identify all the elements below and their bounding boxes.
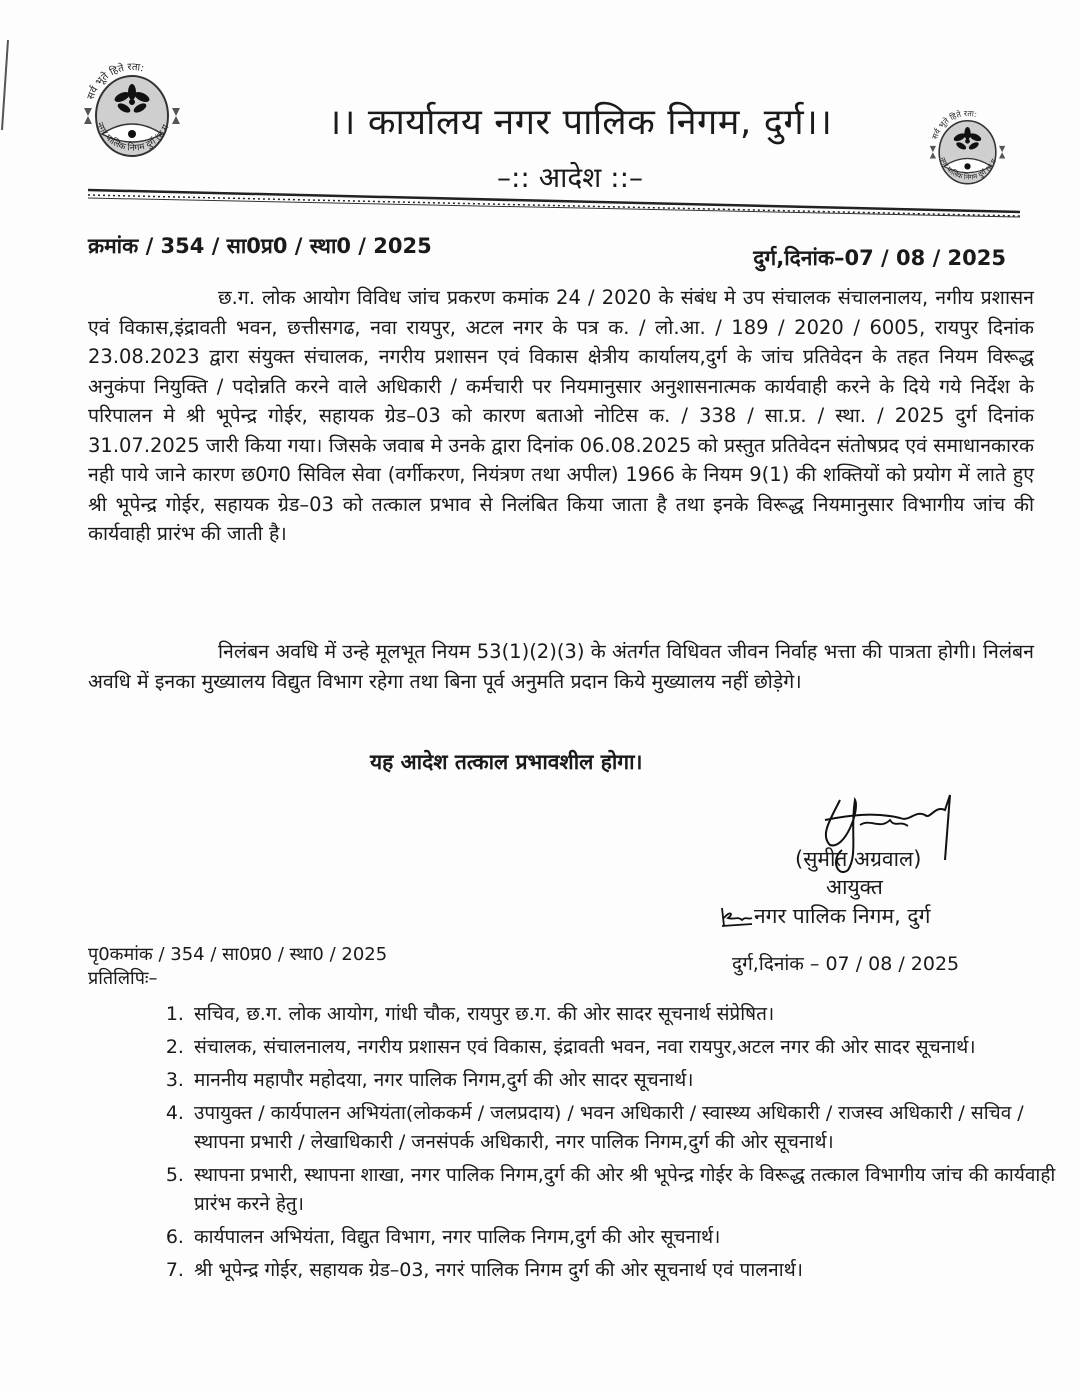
- order-date: दुर्ग,दिनांक–07 / 08 / 2025: [753, 246, 1006, 270]
- header-divider: [88, 188, 1020, 218]
- effect-statement: यह आदेश तत्काल प्रभावशील होगा।: [370, 750, 643, 774]
- municipal-emblem-icon: [78, 50, 186, 170]
- signatory-organization-text: नगर पालिक निगम, दुर्ग: [754, 904, 931, 928]
- signatory-organization: [718, 902, 930, 930]
- signatory-name: (सुमीत अग्रवाल): [795, 847, 922, 871]
- signatory-designation: आयुक्त: [826, 875, 883, 899]
- municipal-emblem-icon-right: [925, 100, 1010, 195]
- copy-recipient: 3. माननीय महापौर महोदया, नगर पालिक निगम,दुर्ग की ओर सादर सूचनार्थ।: [190, 1066, 1070, 1095]
- signature-date: दुर्ग,दिनांक – 07 / 08 / 2025: [732, 953, 960, 975]
- initials-mark: [718, 906, 754, 928]
- copy-reference-number: पृ0कमांक / 354 / सा0प्र0 / स्था0 / 2025: [88, 944, 388, 965]
- order-heading: –:: आदेश ::–: [496, 161, 644, 194]
- copy-recipient: 7. श्री भूपेन्द्र गोईर, सहायक ग्रेड–03, नगरं पालिक निगम दुर्ग की ओर सूचनार्थ एवं पालनार्थ।: [190, 1256, 1070, 1285]
- copy-recipient: 2. संचालक, संचालनालय, नगरीय प्रशासन एवं विकास, इंद्रावती भवन, नवा रायपुर,अटल नगर की ओर सादर सूचनार्थ।: [190, 1033, 1070, 1062]
- copy-heading: प्रतिलिपिः–: [88, 968, 158, 989]
- svg-text:नगर पालिक निगम दुर्ग (छ.ग.): नगर पालिक निगम दुर्ग (छ.ग: [94, 121, 172, 154]
- copy-recipient: 1. सचिव, छ.ग. लोक आयोग, गांधी चौक, रायपुर छ.ग. की ओर सादर सूचनार्थ संप्रेषित।: [190, 1000, 1070, 1029]
- copy-recipient-list: [152, 1000, 1070, 1289]
- copy-recipient: 4. उपायुक्त / कार्यपालन अभियंता(लोककर्म / जलप्रदाय) / भवन अधिकारी / स्वास्थ्य अधिकारी / राजस्व अधिकारी / सचिव / स्थापना प्रभारी / लेखाधिकारी / जनसंपर्क अधिकारी, नगर पालिक निगम,दुर्ग की ओर सूचनार्थ।: [190, 1099, 1070, 1157]
- order-paragraph-1: छ.ग. लोक आयोग विविध जांच प्रकरण कमांक 24 / 2020 के संबंध मे उप संचालक संचालनालय, नगीय प्रशासन एवं विकास,इंद्रावती भवन, छत्तीसगढ, नवा रायपुर, अटल नगर के पत्र क. / लो.आ. / 189 / 2020 / 6005, रायपुर दिनांक 23.08.2023 द्वारा संयुक्त संचालक, नगरीय प्रशासन एवं विकास क्षेत्रीय कार्यालय,दुर्ग के जांच प्रतिवेदन के तहत नियम विरूद्ध अनुकंपा नियुक्ति / पदोन्नति करने वाले अधिकारी / कर्मचारी पर नियमानुसार अनुशासनात्मक कार्यवाही करने के दिये गये निर्देश के परिपालन मे श्री भूपेन्द्र गोईर, सहायक ग्रेड–03 को कारण बताओ नोटिस क. / 338 / सा.प्र. / स्था. / 2025 दुर्ग दिनांक 31.07.2025 जारी किया गया। जिसके जवाब मे उनके द्वारा दिनांक 06.08.2025 को प्रस्तुत प्रतिवेदन संतोषप्रद एवं समाधानकारक नही पाये जाने कारण छ0ग0 सिविल सेवा (वर्गीकरण, नियंत्रण तथा अपील) 1966 के नियम 9(1) की शक्तियों को प्रयोग में लाते हुए श्री भूपेन्द्र गोईर, सहायक ग्रेड–03 को तत्काल प्रभाव से निलंबित किया जाता है तथा इनके विरूद्ध नियमानुसार विभागीय जांच की कार्यवाही प्रारंभ की जाती है।: [88, 286, 1034, 545]
- order-paragraph-2: निलंबन अवधि में उन्हे मूलभूत नियम 53(1)(2)(3) के अंतर्गत विधिवत जीवन निर्वाह भत्ता की पात्रता होगी। निलंबन अवधि में इनका मुख्यालय विद्युत विभाग रहेगा तथा बिना पूर्व अनुमति प्रदान किये मुख्यालय नहीं छोड़ेगे।: [88, 640, 1034, 693]
- svg-text:सर्व भूते हिते रता:: सर्व भूते हिते रता:: [930, 108, 978, 141]
- copy-recipient: 6. कार्यपालन अभियंता, विद्युत विभाग, नगर पालिक निगम,दुर्ग की ओर सूचनार्थ।: [190, 1223, 1070, 1252]
- copy-recipient: 5. स्थापना प्रभारी, स्थापना शाखा, नगर पालिक निगम,दुर्ग की ओर श्री भूपेन्द्र गोईर के विरूद्ध तत्काल विभागीय जांच की कार्यवाही प्रारंभ करने हेतु।: [190, 1161, 1070, 1219]
- svg-text:सर्व भूते हिते रता:: सर्व भूते हिते रता:: [85, 61, 146, 102]
- order-reference-number: क्रमांक / 354 / सा0प्र0 / स्था0 / 2025: [88, 234, 432, 258]
- svg-text:नगर पालिक निगम दुर्ग (छ.ग.): नगर पालिक निगम दुर्ग (छ.ग: [937, 155, 999, 182]
- page-edge-mark: [0, 40, 10, 130]
- office-title: ।। कार्यालय नगर पालिक निगम, दुर्ग।।: [327, 102, 833, 143]
